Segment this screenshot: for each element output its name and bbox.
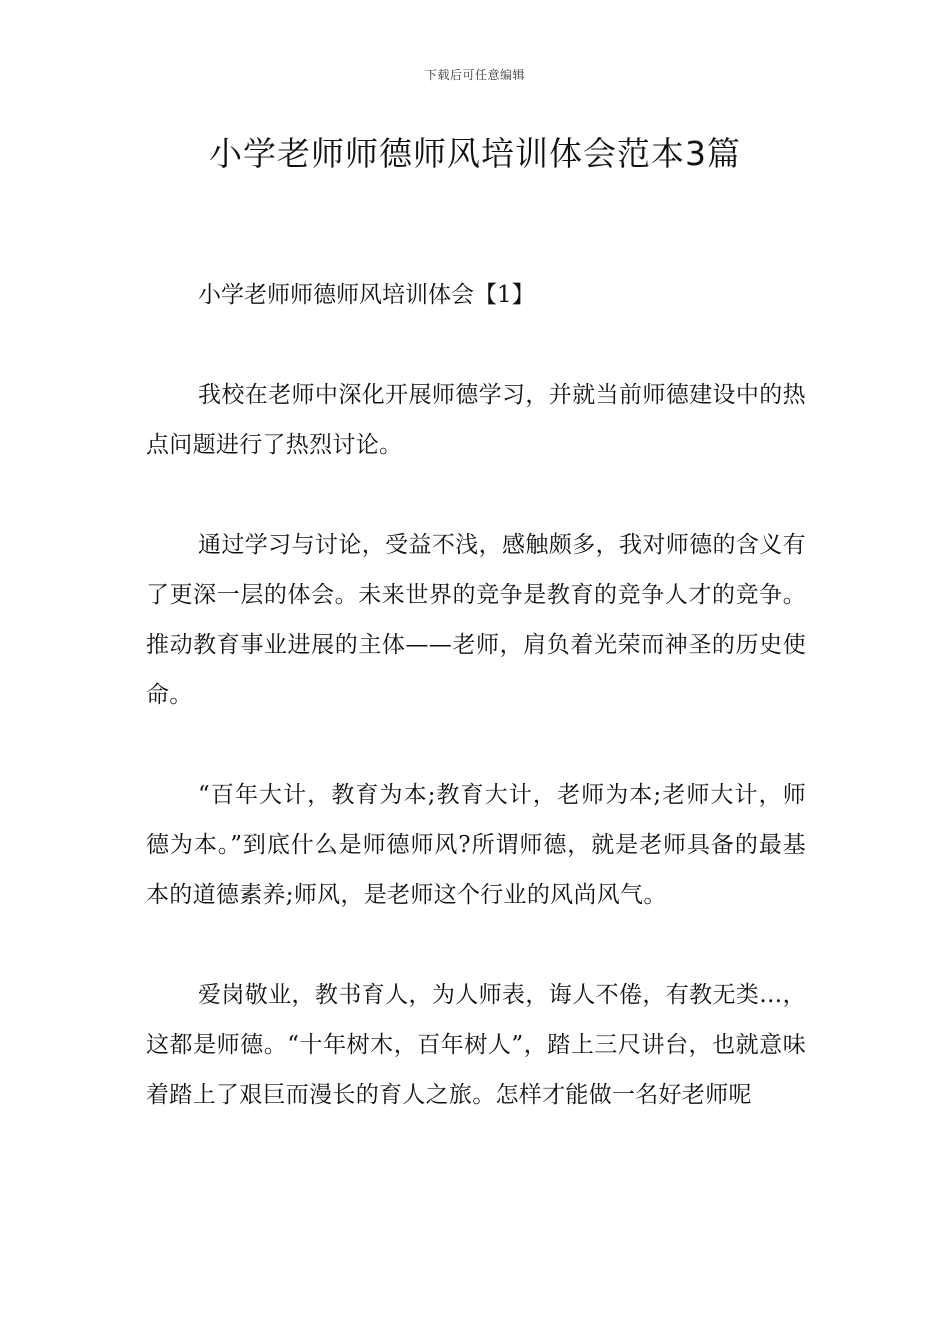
paragraph: “百年大计，教育为本;教育大计，老师为本;老师大计，师德为本。”到底什么是师德师风?所谓师德，就是老师具备的最基本的道德素养;师风，是老师这个行业的风尚风气。 xyxy=(146,782,806,908)
header-note: 下载后可任意编辑 xyxy=(424,68,525,82)
document-body xyxy=(146,270,806,1170)
paragraph: 通过学习与讨论，受益不浅，感触颇多，我对师德的含义有了更深一层的体会。未来世界的竞争是教育的竞争人才的竞争。推动教育事业进展的主体——老师，肩负着光荣而神圣的历史使命。 xyxy=(146,532,806,708)
section-heading: 小学老师师德师风培训体会【1】 xyxy=(198,282,535,308)
paragraph: 爱岗敬业，教书育人，为人师表，诲人不倦，有教无类…，这都是师德。“十年树木，百年树人”，踏上三尺讲台，也就意味着踏上了艰巨而漫长的育人之旅。怎样才能做一名好老师呢 xyxy=(146,982,806,1108)
document-title: 小学老师师德师风培训体会范本3篇 xyxy=(209,134,741,173)
paragraph: 我校在老师中深化开展师德学习，并就当前师德建设中的热点问题进行了热烈讨论。 xyxy=(146,382,806,458)
